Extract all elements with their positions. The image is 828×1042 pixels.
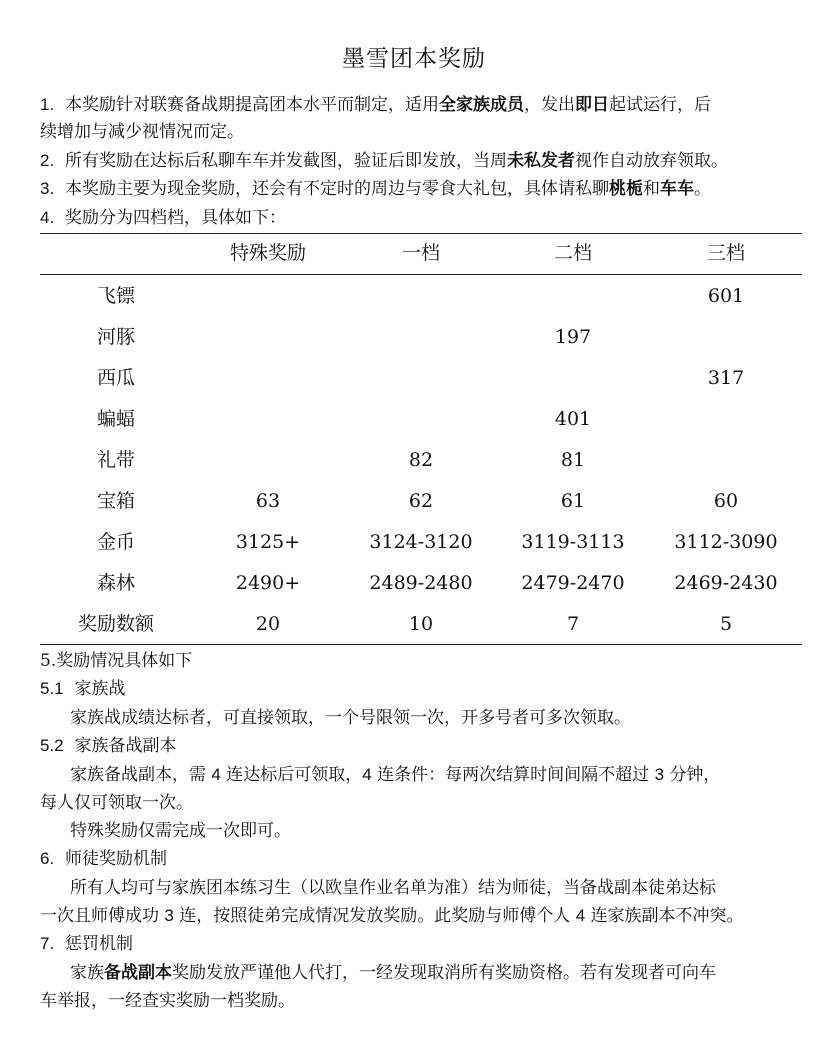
rule-2-text-c: 视作自动放弃领取。 xyxy=(575,151,728,171)
section-6-title: 师徒奖励机制 xyxy=(65,849,167,869)
rule-1-text-e: 起试运行，后 xyxy=(609,95,711,115)
s52-text-a: 家族备战副本，需 xyxy=(70,765,206,785)
rule-4-text: 奖励分为四档档，具体如下： xyxy=(65,208,286,228)
section-5-2-heading xyxy=(40,733,176,759)
s6-num-3: 3 xyxy=(164,906,174,925)
rule-2-bold: 未私发者 xyxy=(507,151,575,171)
table-cell: 317 xyxy=(707,367,745,389)
table-cell: 601 xyxy=(707,285,745,307)
s52-text-c: 连达标后可领取， xyxy=(226,765,363,785)
rule-3-line xyxy=(40,176,711,202)
table-header-2: 一档 xyxy=(401,242,440,264)
rule-2-number: 2. xyxy=(40,151,55,170)
rule-3-bold-taozhi: 桃栀 xyxy=(609,179,643,199)
table-cell: 197 xyxy=(554,326,592,348)
document-title: 墨雪团本奖励 xyxy=(342,46,486,72)
section-7-title: 惩罚机制 xyxy=(65,934,133,954)
section-5-2-line-1 xyxy=(70,762,720,788)
table-row-label: 河豚 xyxy=(96,326,135,348)
s52-num-4b: 4 xyxy=(362,765,372,784)
table-row-label: 金币 xyxy=(96,531,135,553)
rule-3-bold-cheche: 车车 xyxy=(660,179,694,199)
s6-text-a: 一次且师傅成功 xyxy=(40,906,159,926)
section-5-2-number: 5.2 xyxy=(40,736,64,755)
table-row-label: 宝箱 xyxy=(96,490,135,512)
table-cell: 10 xyxy=(408,613,434,635)
table-row-label: 奖励数额 xyxy=(77,613,154,635)
section-6-line-2 xyxy=(40,903,744,929)
table-row-label: 飞镖 xyxy=(96,285,135,307)
table-cell: 2479-2470 xyxy=(521,572,625,594)
table-cell: 2489-2480 xyxy=(369,572,473,594)
s7-bold: 备战副本 xyxy=(104,963,172,983)
s52-num-4a: 4 xyxy=(211,765,221,784)
section-7-line-2: 车举报，一经查实奖励一档奖励。 xyxy=(40,991,295,1011)
section-6-line-1: 所有人均可与家族团本练习生（以欧皇作业名单为准）结为师徒，当备战副本徒弟达标 xyxy=(70,878,716,898)
s6-num-4: 4 xyxy=(575,906,586,925)
section-5-2-line-3: 特殊奖励仅需完成一次即可。 xyxy=(70,821,291,841)
s6-text-c: 连，按照徒弟完成情况发放奖励。此奖励与师傅个人 xyxy=(179,906,571,926)
s52-text-e: 连条件：每两次结算时间间隔不超过 xyxy=(377,765,650,785)
table-cell: 60 xyxy=(713,490,739,512)
section-5-2-title: 家族备战副本 xyxy=(74,736,177,756)
s52-text-g: 分钟， xyxy=(669,765,721,785)
table-cell: 3119-3113 xyxy=(521,531,625,553)
table-cell: 82 xyxy=(408,449,434,471)
section-6-heading xyxy=(40,846,167,872)
table-top-rule xyxy=(40,233,802,234)
table-cell: 2469-2430 xyxy=(674,572,778,594)
table-cell: 3124-3120 xyxy=(369,531,473,553)
table-row-label: 森林 xyxy=(96,572,135,594)
section-5-1-number: 5.1 xyxy=(40,679,64,698)
table-bottom-rule xyxy=(40,644,802,645)
section-7-line-1 xyxy=(70,960,716,986)
section-7-number: 7. xyxy=(40,934,55,953)
rule-2-text-a: 所有奖励在达标后私聊车车并发截图，验证后即发放，当周 xyxy=(65,151,507,171)
rule-3-text-a: 本奖励主要为现金奖励，还会有不定时的周边与零食大礼包，具体请私聊 xyxy=(65,179,609,199)
section-5-title: 5.奖励情况具体如下 xyxy=(40,651,193,671)
table-header-rule xyxy=(40,274,802,275)
section-5-1-title: 家族战 xyxy=(74,679,126,699)
table-row-label: 西瓜 xyxy=(96,367,135,389)
table-header-3: 二档 xyxy=(553,242,592,264)
table-cell: 81 xyxy=(560,449,586,471)
s52-num-3: 3 xyxy=(654,765,665,784)
rule-1-line-1 xyxy=(40,92,711,118)
rule-4-line xyxy=(40,205,286,231)
section-5-2-line-2: 每人仅可领取一次。 xyxy=(40,793,193,813)
table-header-1: 特殊奖励 xyxy=(229,242,306,264)
rule-4-number: 4. xyxy=(40,208,55,227)
table-cell: 7 xyxy=(566,613,580,635)
table-cell: 3125+ xyxy=(235,531,301,553)
table-cell: 62 xyxy=(408,490,434,512)
table-cell: 61 xyxy=(560,490,586,512)
table-cell: 63 xyxy=(255,490,281,512)
rule-2-line xyxy=(40,148,728,174)
table-cell: 401 xyxy=(554,408,592,430)
s6-text-e: 连家族副本不冲突。 xyxy=(590,906,744,926)
section-5-1-text: 家族战成绩达标者，可直接领取，一个号限领一次，开多号者可多次领取。 xyxy=(70,708,631,728)
table-cell: 3112-3090 xyxy=(674,531,778,553)
s7-text-c: 奖励发放严谨他人代打，一经发现取消所有奖励资格。若有发现者可向车 xyxy=(172,963,716,983)
section-6-number: 6. xyxy=(40,849,55,868)
rule-1-text-a: 本奖励针对联赛备战期提高团本水平而制定，适用 xyxy=(65,95,439,115)
section-7-heading xyxy=(40,931,133,957)
table-row-label: 蝙蝠 xyxy=(96,408,135,430)
table-row-label: 礼带 xyxy=(96,449,135,471)
s7-text-a: 家族 xyxy=(70,963,104,983)
table-cell: 5 xyxy=(719,613,733,635)
table-cell: 2490+ xyxy=(235,572,301,594)
rule-3-text-c: 和 xyxy=(643,179,660,199)
rule-1-bold-members: 全家族成员 xyxy=(439,95,524,115)
rule-3-text-e: 。 xyxy=(694,179,711,199)
rule-1-bold-today: 即日 xyxy=(575,95,609,115)
rule-3-number: 3. xyxy=(40,179,55,198)
rule-1-text-c: ，发出 xyxy=(524,95,575,115)
table-header-4: 三档 xyxy=(706,242,745,264)
rule-1-number: 1. xyxy=(40,95,55,114)
section-5-1-heading xyxy=(40,676,125,702)
rule-1-line-2: 续增加与减少视情况而定。 xyxy=(40,122,244,142)
table-cell: 20 xyxy=(255,613,281,635)
